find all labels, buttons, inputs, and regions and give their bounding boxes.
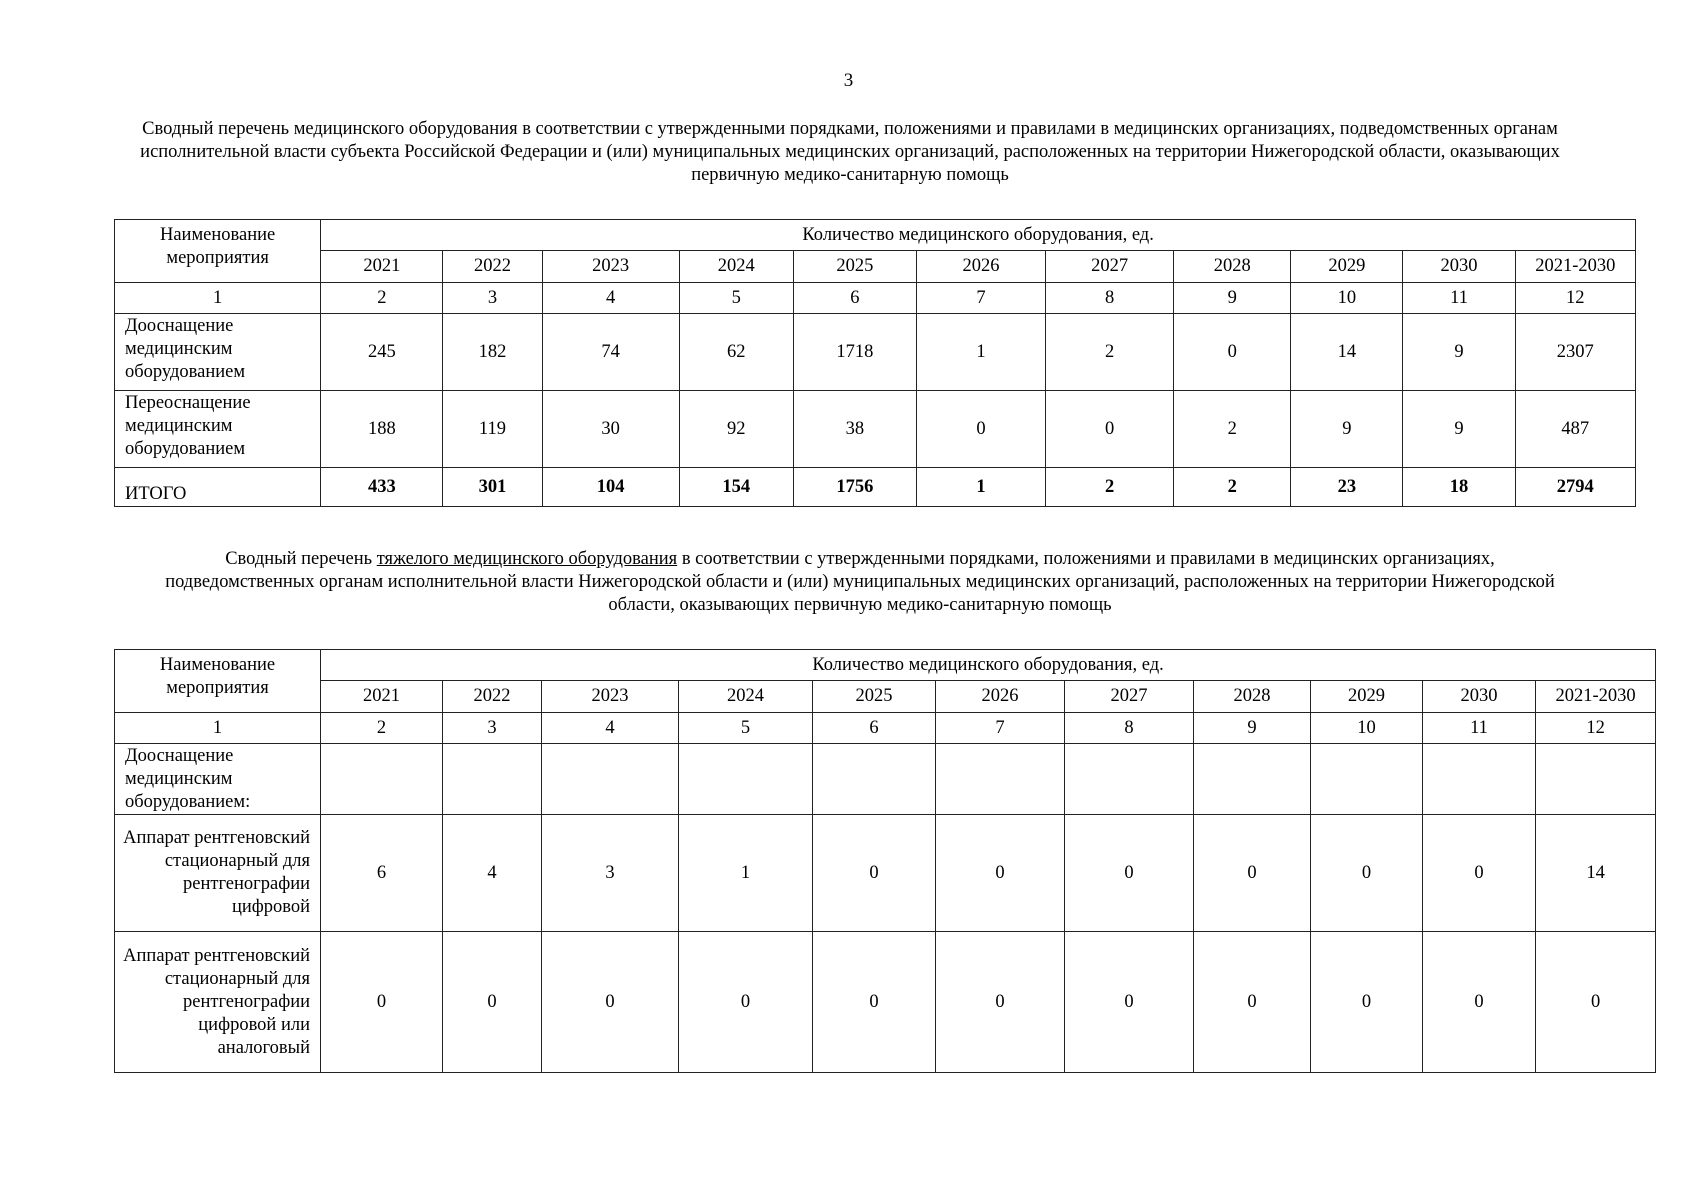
year-cell: 2029 (1311, 681, 1423, 713)
value-cell: 2307 (1515, 314, 1635, 391)
value-cell: 0 (1311, 932, 1423, 1073)
table-row (115, 932, 1656, 1073)
empty-cell (1311, 744, 1423, 815)
value-cell: 0 (1046, 391, 1174, 468)
value-cell: 0 (1311, 815, 1423, 932)
column-number-cell: 10 (1291, 283, 1403, 314)
value-cell: 14 (1291, 314, 1403, 391)
value-cell: 0 (916, 391, 1045, 468)
column-number-cell: 7 (936, 713, 1065, 744)
value-cell: 0 (679, 932, 813, 1073)
total-label-cell: ИТОГО (115, 468, 321, 507)
column-number-cell: 5 (679, 713, 813, 744)
year-cell: 2021-2030 (1515, 251, 1635, 283)
total-value-cell: 2 (1174, 468, 1291, 507)
year-cell: 2025 (813, 681, 936, 713)
total-value-cell: 1756 (793, 468, 916, 507)
total-value-cell: 104 (542, 468, 679, 507)
value-cell: 0 (321, 932, 443, 1073)
group-label-cell: Дооснащение медицинским оборудованием: (115, 744, 321, 815)
year-cell: 2021 (321, 681, 443, 713)
value-cell: 62 (679, 314, 793, 391)
column-numbers-row (115, 283, 1636, 314)
caption-text: в соответствии с утвержденными порядками, положениями и правилами в медицинских организациях, подведомственных органам исполнительной власти Нижегородской области и (или) муниципальных медицинских организаций, расположенных на территории Нижегородской области, оказывающих первичную медико-санитарную помощь (165, 549, 1555, 615)
header-name-cell: Наименование мероприятия (115, 220, 321, 283)
column-number-cell: 4 (542, 283, 679, 314)
column-number-cell: 1 (115, 713, 321, 744)
value-cell: 0 (1194, 932, 1311, 1073)
value-cell: 487 (1515, 391, 1635, 468)
year-cell: 2028 (1194, 681, 1311, 713)
year-cell: 2026 (916, 251, 1045, 283)
value-cell: 4 (443, 815, 542, 932)
header-quantity-cell: Количество медицинского оборудования, ед. (321, 650, 1656, 681)
year-cell: 2023 (542, 251, 679, 283)
row-name-cell: Аппарат рентгеновский стационарный для рентгенографии цифровой или аналоговый (115, 932, 321, 1073)
column-number-cell: 5 (679, 283, 793, 314)
page-number: 3 (843, 70, 854, 91)
value-cell: 3 (542, 815, 679, 932)
column-number-cell: 8 (1065, 713, 1194, 744)
empty-cell (321, 744, 443, 815)
total-value-cell: 23 (1291, 468, 1403, 507)
table2-caption (150, 548, 1570, 617)
empty-cell (542, 744, 679, 815)
year-cell: 2021 (321, 251, 443, 283)
group-row (115, 744, 1656, 815)
column-number-cell: 12 (1515, 283, 1635, 314)
empty-cell (813, 744, 936, 815)
column-number-cell: 2 (321, 713, 443, 744)
value-cell: 188 (321, 391, 443, 468)
years-row (115, 681, 1656, 713)
value-cell: 0 (1423, 932, 1536, 1073)
year-cell: 2022 (443, 251, 542, 283)
value-cell: 0 (936, 815, 1065, 932)
value-cell: 9 (1291, 391, 1403, 468)
empty-cell (1423, 744, 1536, 815)
value-cell: 2 (1046, 314, 1174, 391)
value-cell: 0 (1423, 815, 1536, 932)
total-value-cell: 2 (1046, 468, 1174, 507)
column-number-cell: 11 (1403, 283, 1515, 314)
column-number-cell: 3 (443, 713, 542, 744)
column-number-cell: 7 (916, 283, 1045, 314)
value-cell: 38 (793, 391, 916, 468)
column-number-cell: 4 (542, 713, 679, 744)
value-cell: 0 (1194, 815, 1311, 932)
value-cell: 0 (1174, 314, 1291, 391)
value-cell: 0 (1065, 815, 1194, 932)
header-row (115, 650, 1656, 681)
years-row (115, 251, 1636, 283)
column-numbers-row (115, 713, 1656, 744)
empty-cell (1194, 744, 1311, 815)
column-number-cell: 12 (1536, 713, 1656, 744)
table-row (115, 314, 1636, 391)
value-cell: 182 (443, 314, 542, 391)
empty-cell (1536, 744, 1656, 815)
year-cell: 2024 (679, 251, 793, 283)
total-value-cell: 433 (321, 468, 443, 507)
year-cell: 2028 (1174, 251, 1291, 283)
value-cell: 0 (542, 932, 679, 1073)
value-cell: 9 (1403, 314, 1515, 391)
value-cell: 2 (1174, 391, 1291, 468)
year-cell: 2022 (443, 681, 542, 713)
value-cell: 245 (321, 314, 443, 391)
caption-text: Сводный перечень (225, 549, 377, 569)
year-cell: 2025 (793, 251, 916, 283)
value-cell: 92 (679, 391, 793, 468)
value-cell: 1 (916, 314, 1045, 391)
value-cell: 9 (1403, 391, 1515, 468)
empty-cell (936, 744, 1065, 815)
year-cell: 2029 (1291, 251, 1403, 283)
total-row (115, 468, 1636, 507)
row-name-cell: Аппарат рентгеновский стационарный для рентгенографии цифровой (115, 815, 321, 932)
table-row (115, 391, 1636, 468)
total-value-cell: 18 (1403, 468, 1515, 507)
value-cell: 0 (813, 815, 936, 932)
column-number-cell: 6 (793, 283, 916, 314)
year-cell: 2024 (679, 681, 813, 713)
column-number-cell: 6 (813, 713, 936, 744)
year-cell: 2026 (936, 681, 1065, 713)
value-cell: 0 (813, 932, 936, 1073)
caption-underlined-text: тяжелого медицинского оборудования (376, 549, 678, 569)
year-cell: 2027 (1065, 681, 1194, 713)
value-cell: 0 (1065, 932, 1194, 1073)
equipment-summary-table (114, 219, 1636, 507)
value-cell: 6 (321, 815, 443, 932)
year-cell: 2027 (1046, 251, 1174, 283)
column-number-cell: 9 (1194, 713, 1311, 744)
column-number-cell: 8 (1046, 283, 1174, 314)
value-cell: 1718 (793, 314, 916, 391)
empty-cell (1065, 744, 1194, 815)
value-cell: 74 (542, 314, 679, 391)
year-cell: 2023 (542, 681, 679, 713)
column-number-cell: 3 (443, 283, 542, 314)
value-cell: 0 (1536, 932, 1656, 1073)
year-cell: 2030 (1423, 681, 1536, 713)
value-cell: 119 (443, 391, 542, 468)
heavy-equipment-table (114, 649, 1656, 1073)
empty-cell (679, 744, 813, 815)
total-value-cell: 1 (916, 468, 1045, 507)
year-cell: 2030 (1403, 251, 1515, 283)
table1-caption: Сводный перечень медицинского оборудования в соответствии с утвержденными порядками, положениями и правилами в медицинских организациях, подведомственных органам исполнительной власти субъекта Российской Федерации и (или) муниципальных медицинских организаций, расположенных на территории Нижегородской области, оказывающих первичную медико-санитарную помощь (140, 119, 1560, 185)
value-cell: 14 (1536, 815, 1656, 932)
total-value-cell: 2794 (1515, 468, 1635, 507)
value-cell: 0 (443, 932, 542, 1073)
value-cell: 30 (542, 391, 679, 468)
total-value-cell: 154 (679, 468, 793, 507)
column-number-cell: 11 (1423, 713, 1536, 744)
column-number-cell: 1 (115, 283, 321, 314)
row-name-cell: Переоснащение медицинским оборудованием (115, 391, 321, 468)
year-cell: 2021-2030 (1536, 681, 1656, 713)
value-cell: 1 (679, 815, 813, 932)
header-quantity-cell: Количество медицинского оборудования, ед. (321, 220, 1636, 251)
empty-cell (443, 744, 542, 815)
total-value-cell: 301 (443, 468, 542, 507)
row-name-cell: Дооснащение медицинским оборудованием (115, 314, 321, 391)
header-name-cell: Наименование мероприятия (115, 650, 321, 713)
value-cell: 0 (936, 932, 1065, 1073)
column-number-cell: 10 (1311, 713, 1423, 744)
table-row (115, 815, 1656, 932)
header-row (115, 220, 1636, 251)
column-number-cell: 2 (321, 283, 443, 314)
column-number-cell: 9 (1174, 283, 1291, 314)
